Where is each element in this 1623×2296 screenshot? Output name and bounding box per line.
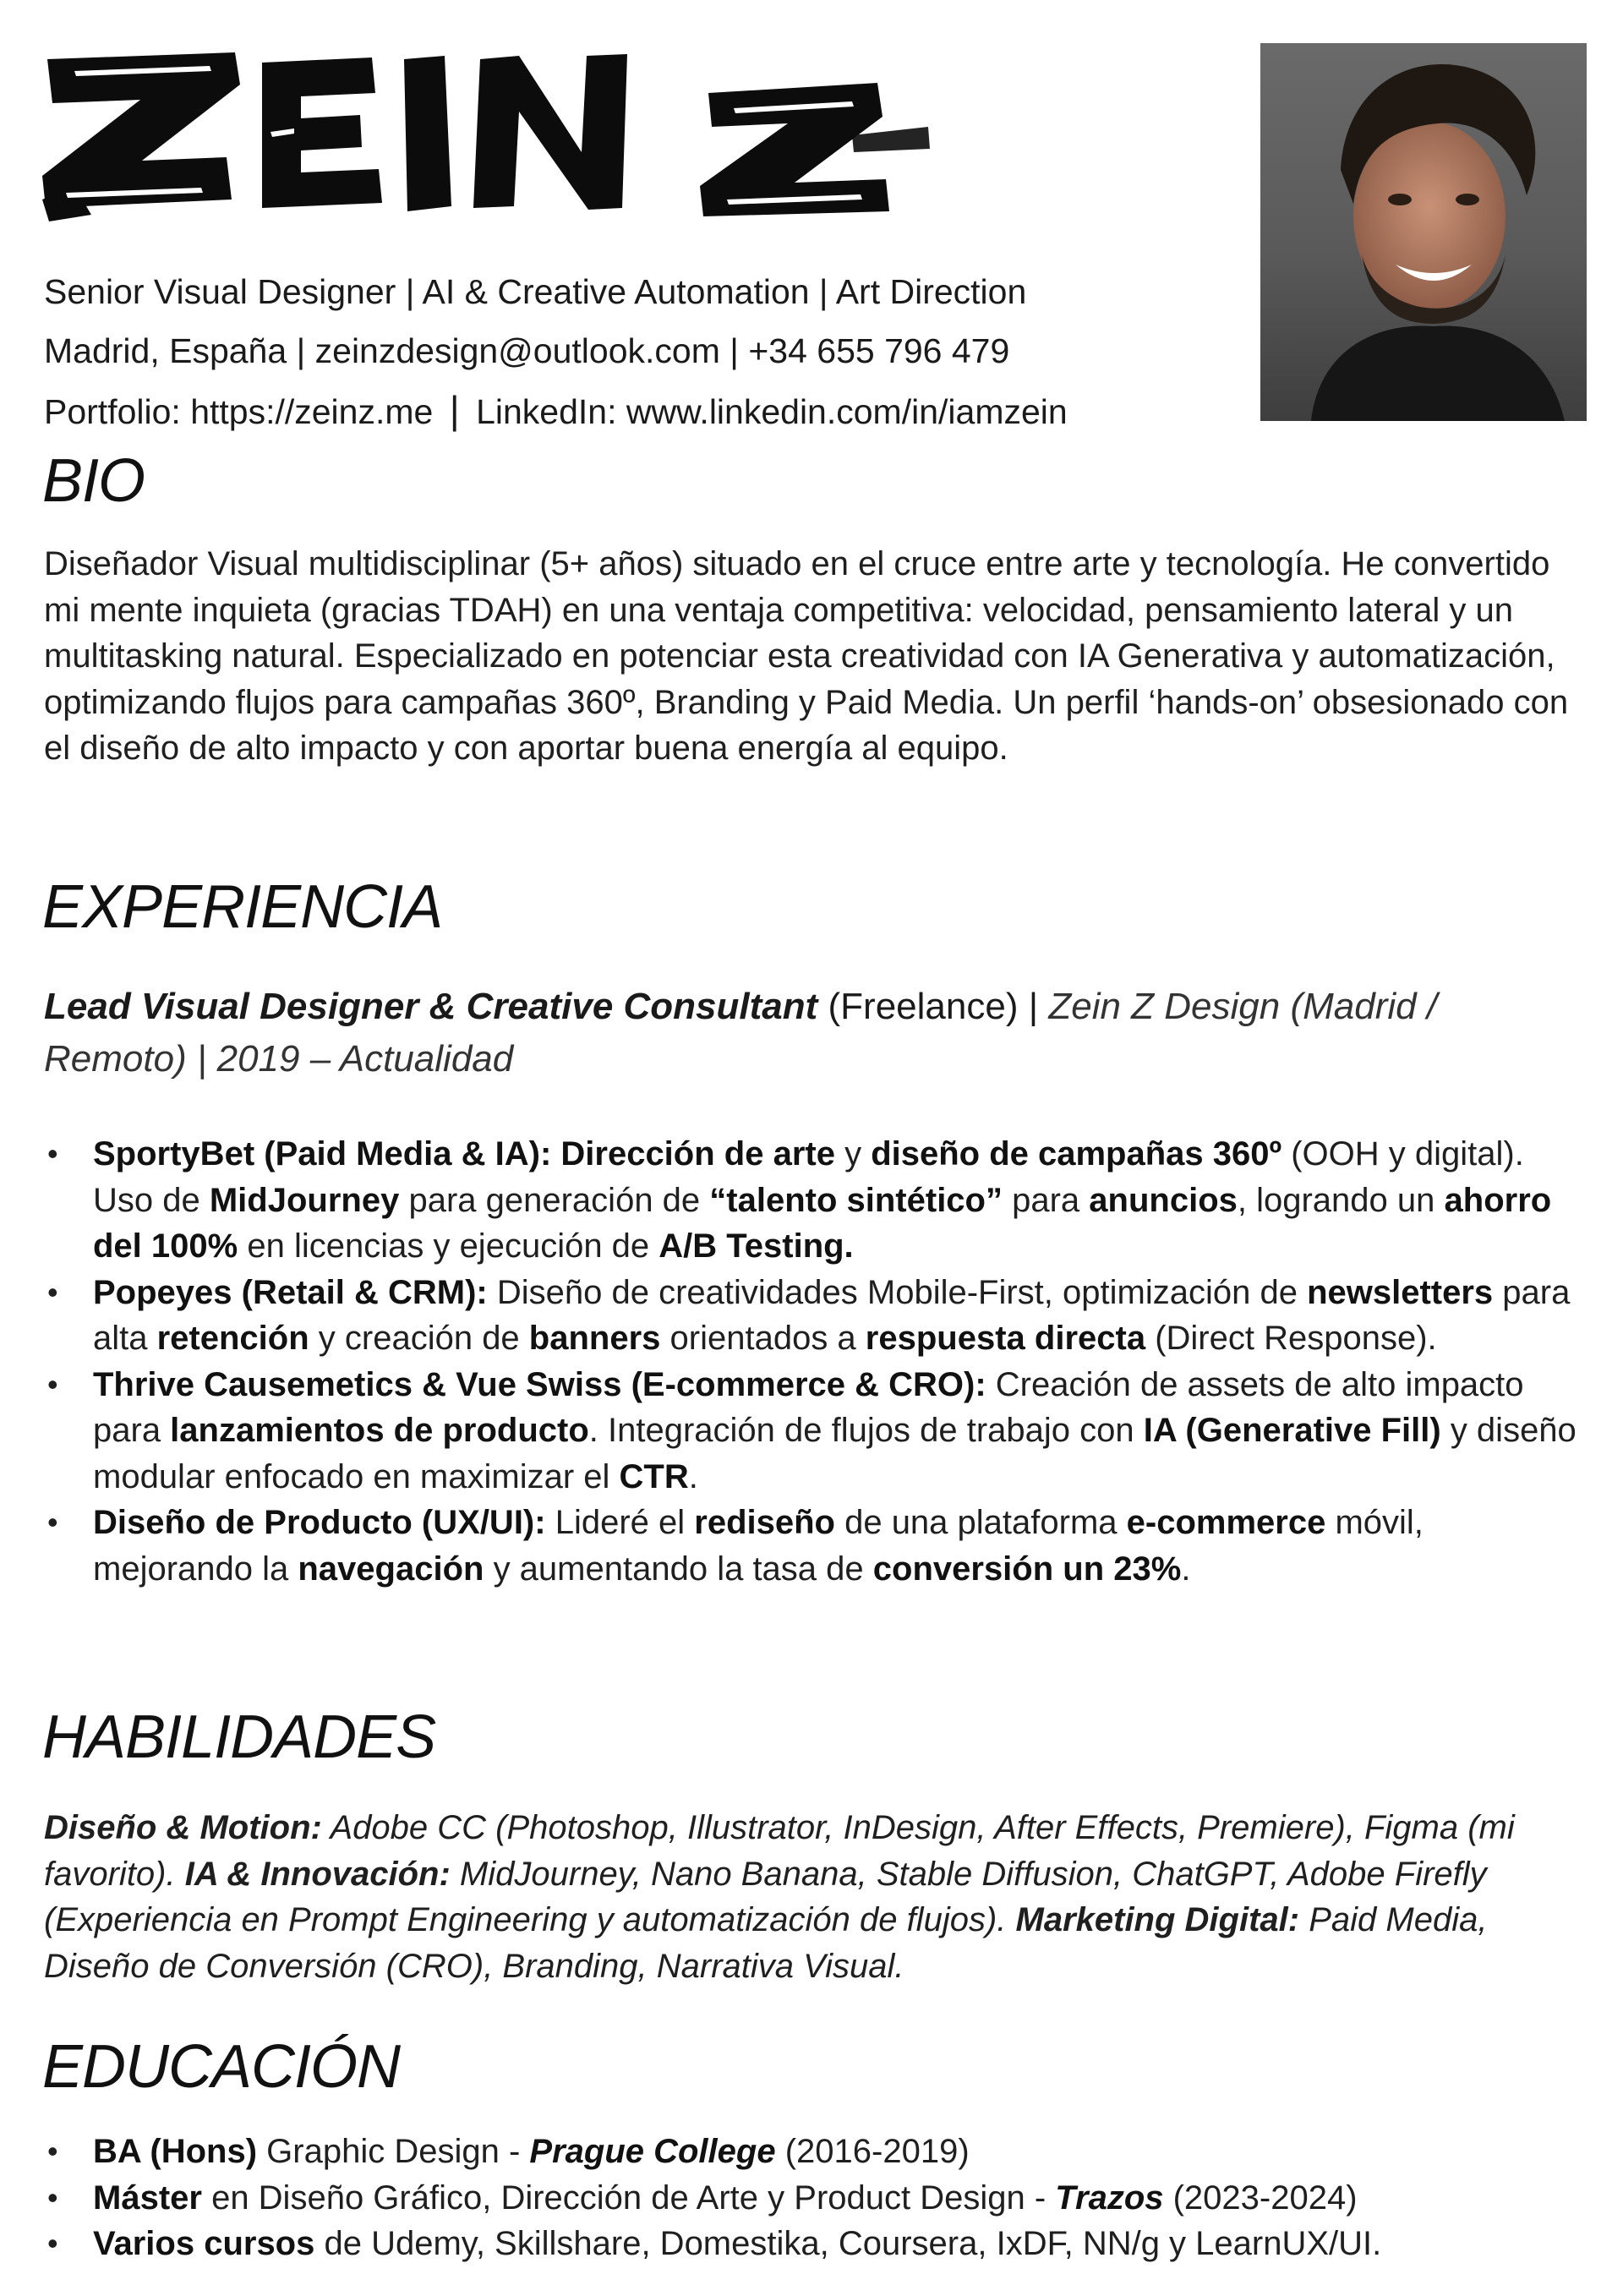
body-text: (2016-2019): [775, 2133, 970, 2170]
emphasis-text: navegación: [298, 1550, 484, 1588]
location: Madrid, España: [44, 331, 287, 370]
body-text: Lideré el: [545, 1504, 695, 1541]
emphasis-text: IA (Generative Fill): [1143, 1412, 1441, 1449]
emphasis-text: Popeyes (Retail & CRM):: [93, 1273, 488, 1311]
body-text: y creación de: [309, 1320, 529, 1357]
linkedin-link[interactable]: LinkedIn: www.linkedin.com/in/iamzein: [476, 392, 1068, 431]
emphasis-text: A/B Testing.: [658, 1227, 854, 1265]
body-text: y aumentando la tasa de: [484, 1550, 873, 1588]
emphasis-text: anuncios: [1089, 1181, 1238, 1219]
emphasis-text: e-commerce: [1126, 1504, 1326, 1541]
portfolio-link[interactable]: Portfolio: https://zeinz.me: [44, 392, 434, 431]
emphasis-text: banners: [528, 1320, 661, 1357]
body-text: en licencias y ejecución de: [238, 1227, 659, 1265]
emphasis-text: Thrive Causemetics & Vue Swiss (E-commerce & CRO):: [93, 1365, 986, 1403]
experience-item: [44, 1500, 1582, 1592]
body-text: Graphic Design -: [257, 2133, 530, 2170]
experience-heading: EXPERIENCIA: [42, 873, 443, 941]
body-text: . Integración de flujos de trabajo con: [588, 1412, 1144, 1449]
emphasis-text: Diseño de Producto (UX/UI):: [93, 1504, 546, 1541]
body-text: para: [1002, 1181, 1090, 1219]
body-text: (Direct Response).: [1145, 1320, 1437, 1357]
body-text: (OOH y digital). Uso de: [93, 1135, 1524, 1219]
bio-heading: BIO: [42, 447, 145, 515]
education-list: [44, 2129, 1582, 2267]
body-text: de Udemy, Skillshare, Domestika, Coursera, IxDF, NN/g y LearnUX/UI.: [314, 2225, 1382, 2262]
body-text: móvil, mejorando la: [93, 1504, 1424, 1588]
experience-list: [44, 1131, 1582, 1592]
emphasis-text: ahorro del 100%: [93, 1181, 1552, 1265]
emphasis-text: respuesta directa: [865, 1320, 1146, 1357]
emphasis-text: diseño de campañas 360º: [871, 1135, 1282, 1173]
body-text: (2023-2024): [1163, 2178, 1358, 2217]
body-text: para alta: [93, 1273, 1571, 1357]
body-text: y: [834, 1135, 872, 1173]
emphasis-text: MidJourney: [209, 1181, 400, 1219]
separator: |: [449, 388, 460, 432]
role-type: (Freelance) |: [817, 986, 1049, 1027]
emphasis-text: Prague College: [529, 2133, 776, 2170]
separator: |: [296, 331, 306, 370]
emphasis-text: lanzamientos de producto: [170, 1412, 589, 1449]
skills-text: [44, 1805, 1582, 1989]
profile-photo: [1260, 43, 1587, 421]
body-text: .: [1181, 1550, 1191, 1588]
body-text: para generación de: [399, 1181, 710, 1219]
emphasis-text: Dirección de arte: [551, 1135, 835, 1173]
emphasis-text: rediseño: [694, 1504, 835, 1541]
experience-item: [44, 1362, 1582, 1501]
role-heading: [44, 981, 1566, 1085]
emphasis-text: Máster: [93, 2178, 202, 2217]
contact-block: [44, 262, 1227, 440]
body-text: en Diseño Gráfico, Dirección de Arte y Product Design -: [201, 2178, 1056, 2217]
body-text: Adobe CC (Photoshop, Illustrator, InDesign, After Effects, Premiere), Figma (mi favorito).: [44, 1809, 1515, 1893]
emphasis-text: BA (Hons): [93, 2133, 258, 2170]
skills-heading: HABILIDADES: [42, 1703, 436, 1771]
body-text: Creación de assets de alto impacto para: [93, 1365, 1524, 1449]
body-text: y diseño modular enfocado en maximizar el: [93, 1412, 1577, 1495]
body-text: Paid Media, Diseño de Conversión (CRO), Branding, Narrativa Visual.: [44, 1901, 1488, 1985]
phone-link[interactable]: +34 655 796 479: [748, 331, 1010, 370]
body-text: .: [688, 1457, 698, 1495]
name-logo: [41, 34, 937, 228]
emphasis-text: Trazos: [1055, 2178, 1164, 2217]
emphasis-text: Marketing Digital:: [1015, 1901, 1300, 1938]
body-text: orientados a: [660, 1320, 866, 1357]
emphasis-text: “talento sintético”: [709, 1181, 1003, 1219]
body-text: , logrando un: [1237, 1181, 1445, 1219]
links-line: [44, 380, 1227, 440]
emphasis-text: newsletters: [1307, 1273, 1494, 1311]
email-link[interactable]: zeinzdesign@outlook.com: [314, 331, 720, 370]
emphasis-text: retención: [156, 1320, 309, 1357]
emphasis-text: CTR: [619, 1457, 689, 1495]
role-company: Zein Z Design (Madrid / Remoto) | 2019 – Actualidad: [44, 986, 1438, 1080]
experience-item: [44, 1270, 1582, 1362]
emphasis-text: conversión un 23%: [872, 1550, 1182, 1588]
body-text: MidJourney, Nano Banana, Stable Diffusion, ChatGPT, Adobe Firefly (Experiencia en Prompt Engineering y automatización de flujos).: [44, 1855, 1487, 1938]
body-text: Diseño de creatividades Mobile-First, optimización de: [487, 1273, 1308, 1311]
experience-item: [44, 1131, 1582, 1270]
education-item: [44, 2175, 1582, 2222]
education-item: [44, 2129, 1582, 2175]
emphasis-text: Diseño & Motion:: [44, 1809, 322, 1846]
emphasis-text: Varios cursos: [93, 2225, 315, 2262]
emphasis-text: IA & Innovación:: [184, 1855, 451, 1893]
education-heading: EDUCACIÓN: [42, 2033, 401, 2101]
job-title-line: Senior Visual Designer | AI & Creative Automation | Art Direction: [44, 272, 1027, 311]
bio-text: Diseñador Visual multidisciplinar (5+ años) situado en el cruce entre arte y tecnología. He convertido mi mente inquieta (gracias TDAH) en una ventaja competitiva: velocidad, pensamiento lateral y un multitasking natural. Especializado en potenciar esta creatividad con IA Generativa y automatización, optimizando flujos para campañas 360º, Branding y Paid Media. Un perfil ‘hands-on’ obsesionado con el diseño de alto impacto y con aportar buena energía al equipo.: [44, 545, 1569, 767]
role-title: Lead Visual Designer & Creative Consultant: [44, 986, 818, 1027]
education-item: [44, 2221, 1582, 2267]
separator: |: [730, 331, 739, 370]
location-line: [44, 321, 1227, 380]
body-text: de una plataforma: [834, 1504, 1127, 1541]
emphasis-text: SportyBet (Paid Media & IA):: [93, 1135, 552, 1173]
